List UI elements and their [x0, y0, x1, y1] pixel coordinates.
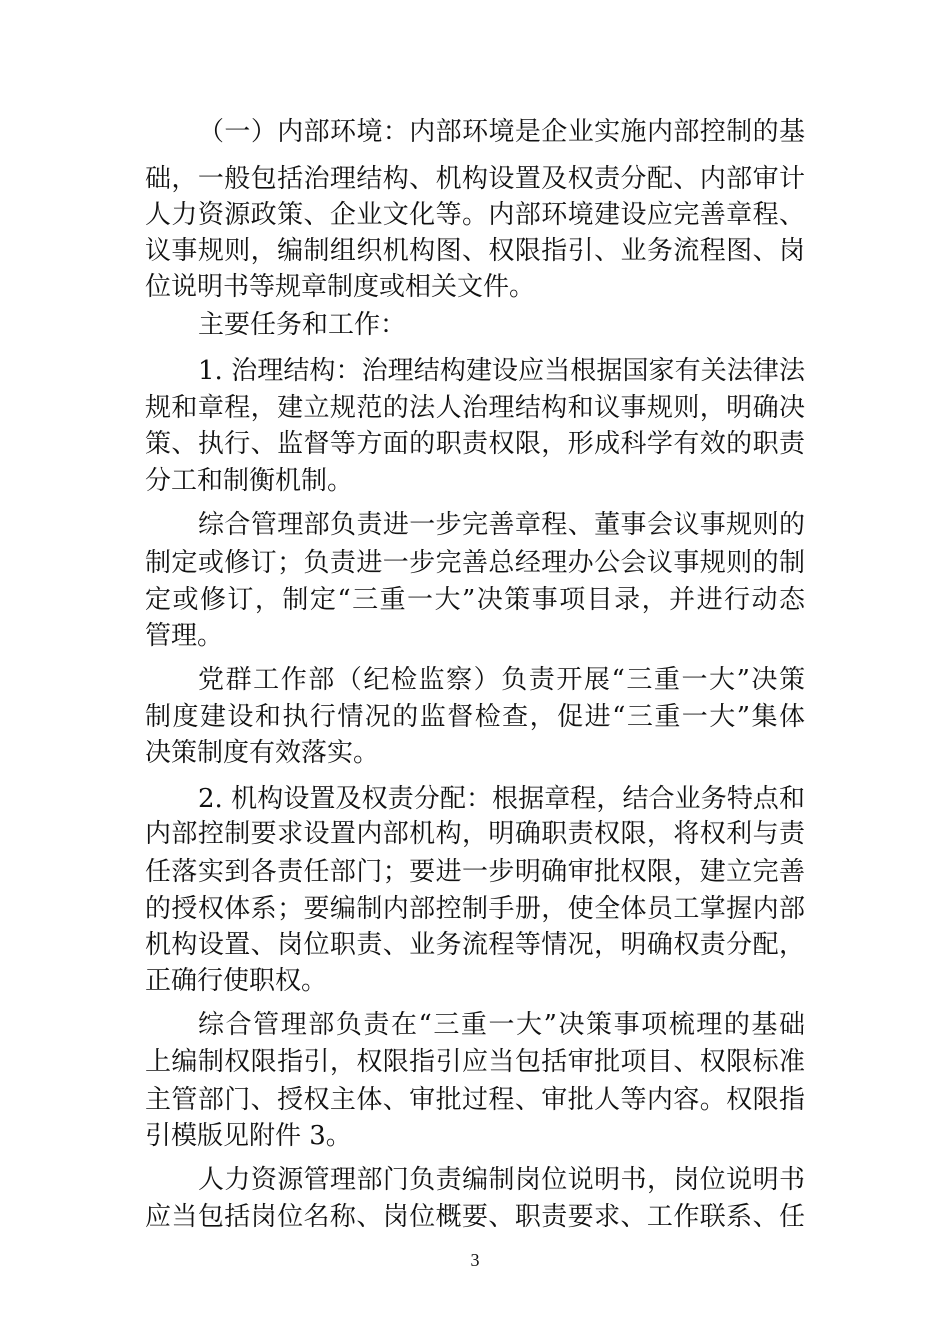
paragraph-line: 机构设置、岗位职责、业务流程等情况，明确权责分配，	[145, 930, 805, 960]
paragraph-line: 2. 机构设置及权责分配：根据章程，结合业务特点和	[198, 784, 805, 814]
page-number: 3	[470, 1250, 480, 1270]
paragraph-line: 党群工作部（纪检监察）负责开展“三重一大”决策	[198, 665, 805, 695]
paragraph-line: 主要任务和工作：	[198, 310, 407, 340]
paragraph-line: 管理。	[145, 621, 224, 651]
paragraph-line: 制定或修订；负责进一步完善总经理办公会议事规则的制	[145, 548, 805, 578]
paragraph-line: 综合管理部负责进一步完善章程、董事会议事规则的	[198, 510, 805, 540]
paragraph-line: 综合管理部负责在“三重一大”决策事项梳理的基础	[198, 1010, 805, 1040]
paragraph-line: 上编制权限指引，权限指引应当包括审批项目、权限标准	[145, 1047, 805, 1077]
paragraph-line: （一）内部环境：内部环境是企业实施内部控制的基	[198, 117, 805, 147]
paragraph-line: 内部控制要求设置内部机构，明确职责权限，将权利与责	[145, 819, 805, 849]
paragraph-line: 策、执行、监督等方面的职责权限，形成科学有效的职责	[145, 429, 805, 459]
paragraph-line: 议事规则，编制组织机构图、权限指引、业务流程图、岗	[145, 236, 805, 266]
paragraph-line: 定或修订，制定“三重一大”决策事项目录，并进行动态	[145, 585, 805, 615]
paragraph-line: 规和章程，建立规范的法人治理结构和议事规则，明确决	[145, 393, 805, 423]
paragraph-line: 人力资源政策、企业文化等。内部环境建设应完善章程、	[145, 200, 805, 230]
paragraph-line: 正确行使职权。	[145, 966, 328, 996]
paragraph-line: 1. 治理结构：治理结构建设应当根据国家有关法律法	[198, 356, 805, 386]
paragraph-line: 人力资源管理部门负责编制岗位说明书，岗位说明书	[198, 1165, 805, 1195]
paragraph-line: 础，一般包括治理结构、机构设置及权责分配、内部审计	[145, 164, 805, 194]
paragraph-line: 制度建设和执行情况的监督检查，促进“三重一大”集体	[145, 702, 805, 732]
paragraph-line: 分工和制衡机制。	[145, 466, 354, 496]
paragraph-line: 引模版见附件 3。	[145, 1121, 352, 1151]
paragraph-line: 任落实到各责任部门；要进一步明确审批权限，建立完善	[145, 857, 805, 887]
paragraph-line: 的授权体系；要编制内部控制手册，使全体员工掌握内部	[145, 894, 805, 924]
paragraph-line: 决策制度有效落实。	[145, 738, 380, 768]
paragraph-line: 主管部门、授权主体、审批过程、审批人等内容。权限指	[145, 1085, 805, 1115]
paragraph-line: 应当包括岗位名称、岗位概要、职责要求、工作联系、任	[145, 1202, 805, 1232]
paragraph-line: 位说明书等规章制度或相关文件。	[145, 272, 536, 302]
